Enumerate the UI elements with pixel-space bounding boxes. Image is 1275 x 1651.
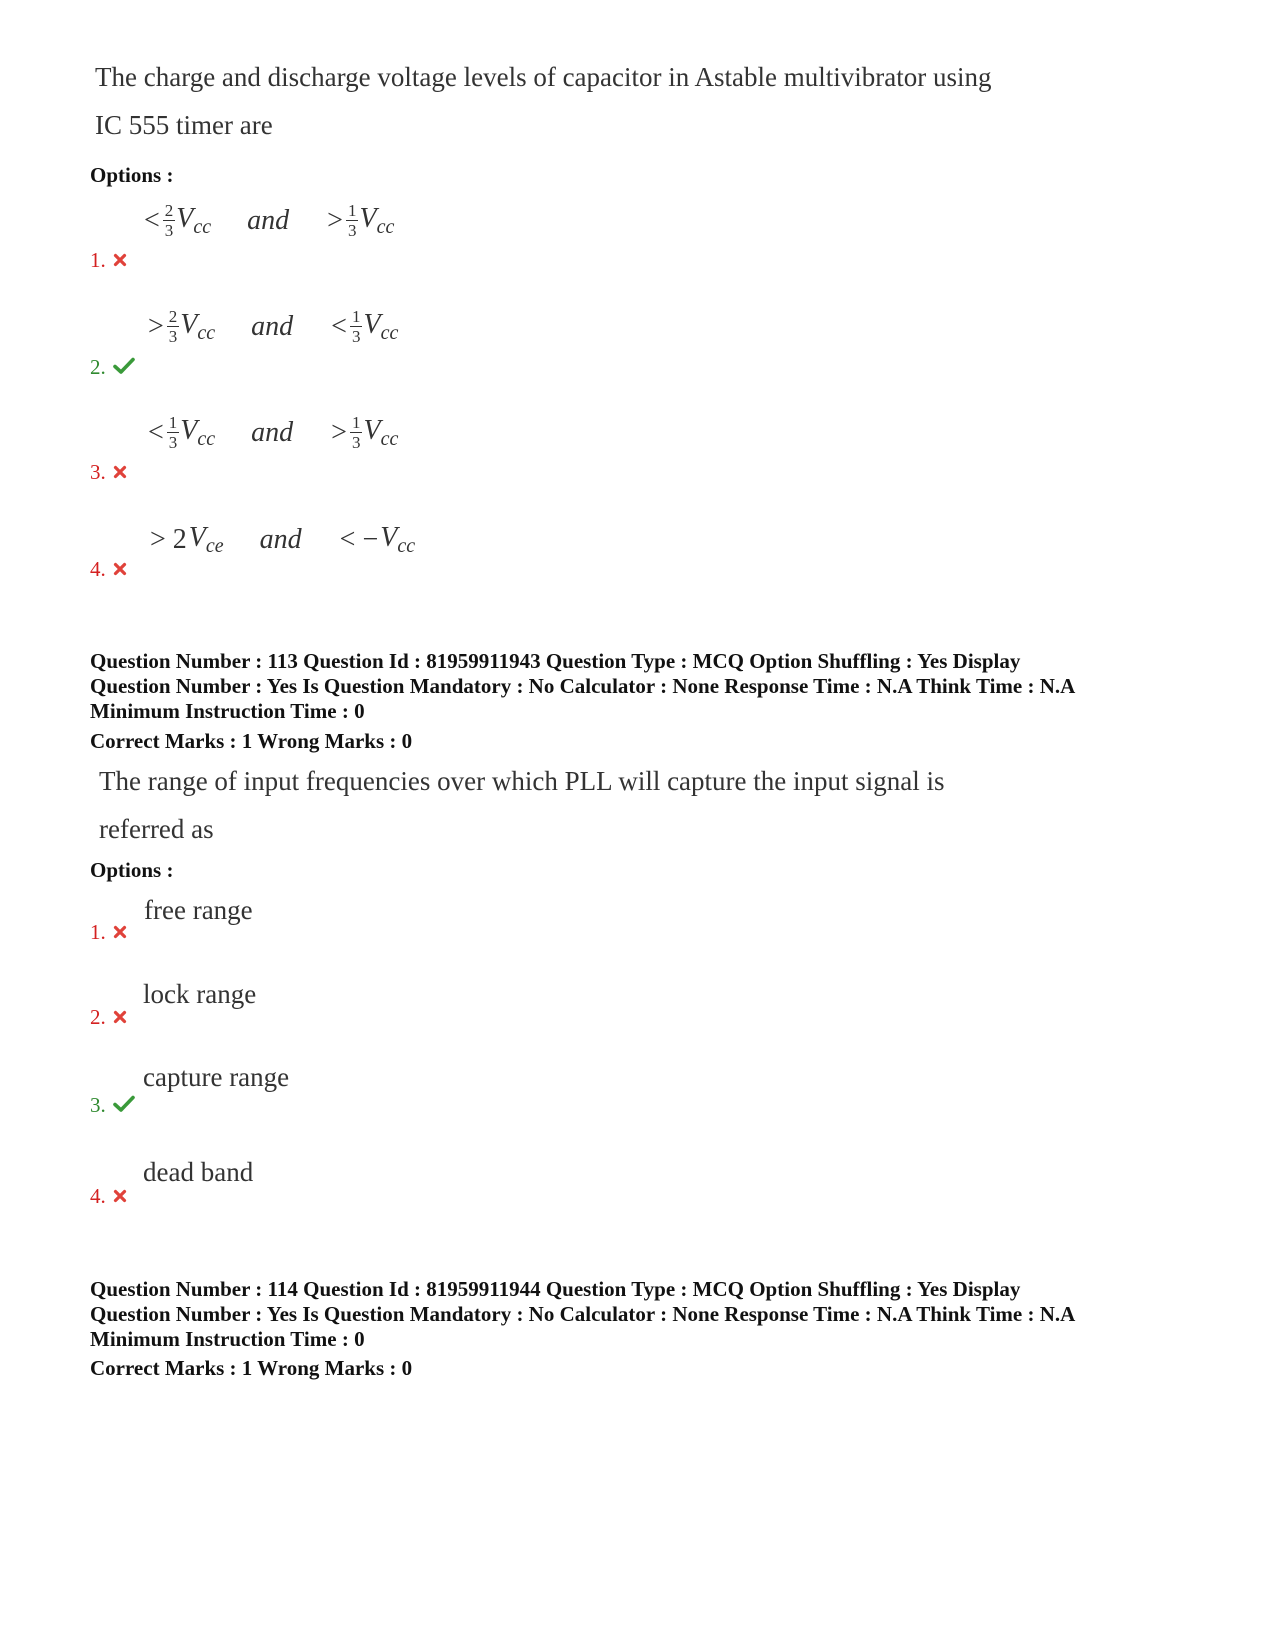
q113-options-label: Options : bbox=[90, 858, 174, 882]
fraction: $\frac{1}{3}$ bbox=[347, 201, 357, 240]
q113-option-2-number: 2. bbox=[90, 1007, 127, 1028]
cross-icon bbox=[113, 922, 127, 943]
q112-option-1-expression: < $\frac{2}{3}$ $V_{cc}$ and > $\frac{1}{3}$ $V_{cc}$ bbox=[144, 201, 395, 240]
q113-marks: Correct Marks : 1 Wrong Marks : 0 bbox=[90, 729, 413, 753]
q113-text-line1: The range of input frequencies over which PLL will capture the input signal is bbox=[99, 766, 945, 796]
cross-icon bbox=[113, 1007, 127, 1028]
q112-text-line2: IC 555 timer are bbox=[95, 110, 273, 140]
q113-option-4-number: 4. bbox=[90, 1186, 127, 1207]
q114-meta-line2: Question Number : Yes Is Question Mandatory : No Calculator : None Response Time : N.A Think Time : N.A bbox=[90, 1302, 1076, 1326]
fraction: $\frac{1}{3}$ bbox=[168, 413, 178, 452]
q113-text-line2: referred as bbox=[99, 814, 214, 844]
fraction: $\frac{1}{3}$ bbox=[351, 307, 361, 346]
q114-marks: Correct Marks : 1 Wrong Marks : 0 bbox=[90, 1356, 413, 1380]
checkmark-icon bbox=[113, 1095, 135, 1117]
checkmark-icon bbox=[113, 357, 135, 379]
q112-option-4-number: 4. bbox=[90, 559, 127, 580]
q113-option-4-text: dead band bbox=[143, 1157, 254, 1187]
q112-option-3-number: 3. bbox=[90, 462, 127, 483]
q113-meta-line3: Minimum Instruction Time : 0 bbox=[90, 699, 365, 723]
q114-meta-line3: Minimum Instruction Time : 0 bbox=[90, 1327, 365, 1351]
q113-option-1-number: 1. bbox=[90, 922, 127, 943]
cross-icon bbox=[113, 462, 127, 483]
fraction: $\frac{2}{3}$ bbox=[164, 201, 174, 240]
fraction: $\frac{2}{3}$ bbox=[168, 307, 178, 346]
q112-option-2-number: 2. bbox=[90, 357, 135, 379]
q113-option-2-text: lock range bbox=[143, 979, 257, 1009]
q112-option-2-expression: > $\frac{2}{3}$ $V_{cc}$ and < $\frac{1}{3}$ $V_{cc}$ bbox=[148, 307, 399, 346]
q112-options-label: Options : bbox=[90, 163, 174, 187]
cross-icon bbox=[113, 559, 127, 580]
q113-option-3-number: 3. bbox=[90, 1095, 135, 1117]
fraction: $\frac{1}{3}$ bbox=[351, 413, 361, 452]
q113-option-3-text: capture range bbox=[143, 1062, 290, 1092]
q112-option-4-expression: > 2 $V_{ce}$ and < − $V_{cc}$ bbox=[150, 522, 416, 557]
q112-text-line1: The charge and discharge voltage levels of capacitor in Astable multivibrator using bbox=[95, 62, 992, 92]
q112-option-1-number: 1. bbox=[90, 250, 127, 271]
q114-meta-line1: Question Number : 114 Question Id : 81959911944 Question Type : MCQ Option Shuffling : Yes Display bbox=[90, 1277, 1021, 1301]
cross-icon bbox=[113, 1186, 127, 1207]
q112-option-3-expression: < $\frac{1}{3}$ $V_{cc}$ and > $\frac{1}{3}$ $V_{cc}$ bbox=[148, 413, 399, 452]
q113-meta-line2: Question Number : Yes Is Question Mandatory : No Calculator : None Response Time : N.A Think Time : N.A bbox=[90, 674, 1076, 698]
q113-meta-line1: Question Number : 113 Question Id : 81959911943 Question Type : MCQ Option Shuffling : Yes Display bbox=[90, 649, 1021, 673]
q113-option-1-text: free range bbox=[144, 895, 253, 925]
cross-icon bbox=[113, 250, 127, 271]
